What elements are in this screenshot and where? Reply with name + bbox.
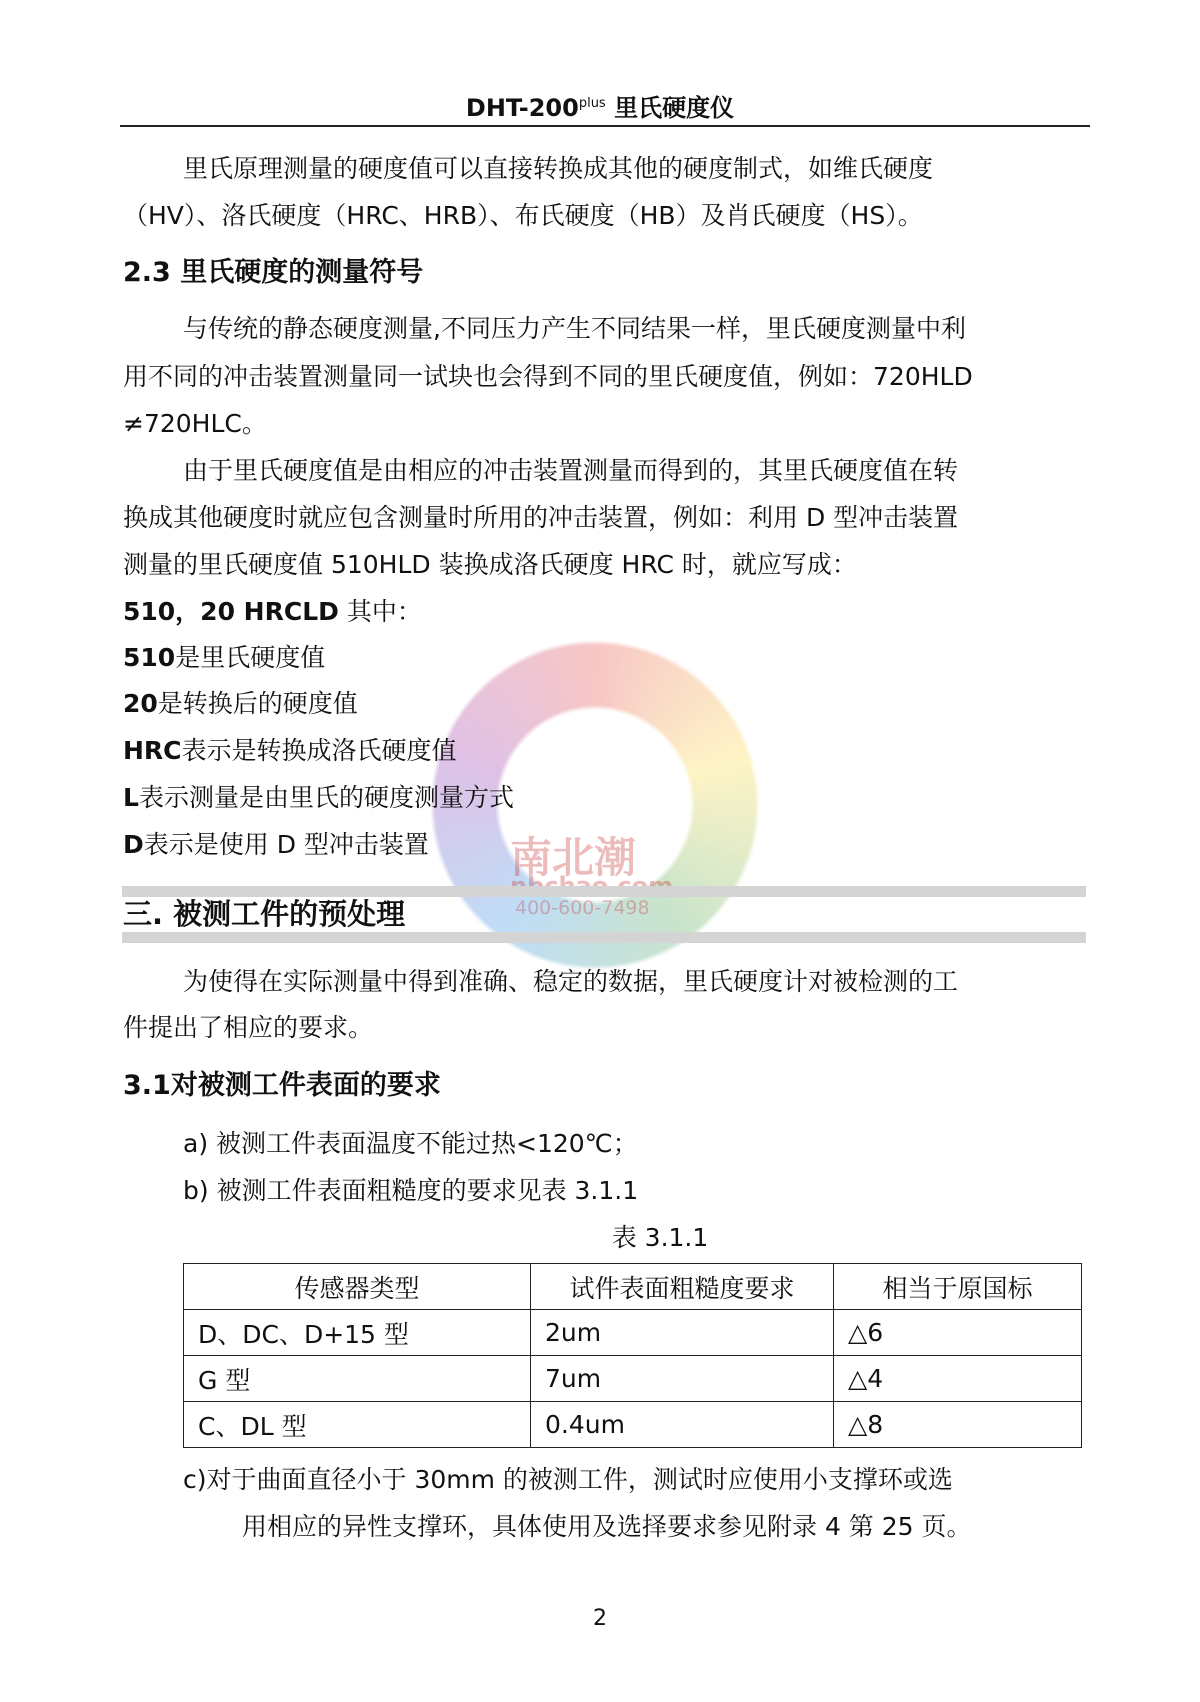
para2-line1: 与传统的静态硬度测量,不同压力产生不同结果一样，里氏硬度测量中利 (183, 314, 966, 343)
notation-desc: 表示是转换成洛氏硬度值 (181, 736, 457, 765)
para-c-line2: 用相应的异性支撑环，具体使用及选择要求参见附录 4 第 25 页。 (242, 1512, 972, 1541)
watermark-cn: 南北潮 (510, 833, 637, 882)
para4-line2: 件提出了相应的要求。 (123, 1013, 374, 1042)
table-header: 试件表面粗糙度要求 (531, 1264, 834, 1310)
notation-desc: 表示是使用 D 型冲击装置 (143, 830, 429, 859)
para-c-line1: c)对于曲面直径小于 30mm 的被测工件，测试时应使用小支撑环或选 (183, 1465, 953, 1494)
para3-line3: 测量的里氏硬度值 510HLD 装换成洛氏硬度 HRC 时，就应写成： (123, 550, 857, 579)
table-row (184, 1402, 1082, 1448)
para1-line2: （HV）、洛氏硬度（HRC、HRB）、布氏硬度（HB）及肖氏硬度（HS）。 (123, 201, 923, 230)
table-cell: △6 (834, 1310, 1082, 1356)
list-item-b: b) 被测工件表面粗糙度的要求见表 3.1.1 (183, 1176, 639, 1205)
notation-example-rest: 其中： (338, 597, 422, 626)
para4-line1: 为使得在实际测量中得到准确、稳定的数据，里氏硬度计对被检测的工 (183, 967, 959, 996)
notation-term: 20 (123, 689, 158, 718)
table-cell: 7um (531, 1356, 834, 1402)
section-bar-bottom (122, 932, 1086, 943)
notation-term: L (123, 783, 139, 812)
table-cell: D、DC、D+15 型 (184, 1310, 531, 1356)
notation-desc: 是转换后的硬度值 (157, 689, 358, 718)
para3-line1: 由于里氏硬度值是由相应的冲击装置测量而得到的，其里氏硬度值在转 (183, 456, 959, 485)
header-model: DHT-200 (465, 94, 579, 122)
para1-line1: 里氏原理测量的硬度值可以直接转换成其他的硬度制式，如维氏硬度 (183, 154, 934, 183)
page-number: 2 (593, 1606, 607, 1631)
section-3-heading: 三. 被测工件的预处理 (123, 897, 406, 931)
notation-example-value: 510，20 HRCLD (123, 597, 339, 626)
table-header-row (184, 1264, 1082, 1310)
heading-2-3: 2.3 里氏硬度的测量符号 (123, 257, 424, 288)
roughness-table (183, 1263, 1082, 1448)
notation-term: 510 (123, 643, 176, 672)
table-cell: △4 (834, 1356, 1082, 1402)
table-cell: C、DL 型 (184, 1402, 531, 1448)
watermark-phone: 400-600-7498 (515, 897, 650, 919)
notation-term: D (123, 830, 144, 859)
para2-line3: ≠720HLC。 (123, 409, 267, 438)
notation-term: HRC (123, 736, 182, 765)
page-header (0, 88, 1200, 123)
notation-example (123, 597, 422, 627)
header-rule (120, 125, 1090, 127)
header-sup: plus (578, 96, 606, 111)
para3-line2: 换成其他硬度时就应包含测量时所用的冲击装置，例如：利用 D 型冲击装置 (123, 503, 959, 532)
table-cell: 0.4um (531, 1402, 834, 1448)
notation-item (123, 736, 457, 766)
table-row (184, 1356, 1082, 1402)
table-row (184, 1310, 1082, 1356)
table-cell: G 型 (184, 1356, 531, 1402)
heading-3-1: 3.1对被测工件表面的要求 (123, 1070, 441, 1101)
notation-item (123, 783, 514, 813)
header-title: 里氏硬度仪 (605, 94, 735, 122)
table-header: 相当于原国标 (834, 1264, 1082, 1310)
list-item-a: a) 被测工件表面温度不能过热<120℃； (183, 1129, 638, 1158)
notation-desc: 是里氏硬度值 (175, 643, 326, 672)
table-caption: 表 3.1.1 (611, 1223, 709, 1252)
notation-item (123, 643, 325, 673)
section-bar-top (122, 886, 1086, 897)
table-header: 传感器类型 (184, 1264, 531, 1310)
table-cell: 2um (531, 1310, 834, 1356)
table-cell: △8 (834, 1402, 1082, 1448)
notation-desc: 表示测量是由里氏的硬度测量方式 (138, 783, 514, 812)
para2-line2: 用不同的冲击装置测量同一试块也会得到不同的里氏硬度值，例如：720HLD (123, 362, 973, 391)
notation-item (123, 689, 358, 719)
notation-item (123, 830, 429, 860)
